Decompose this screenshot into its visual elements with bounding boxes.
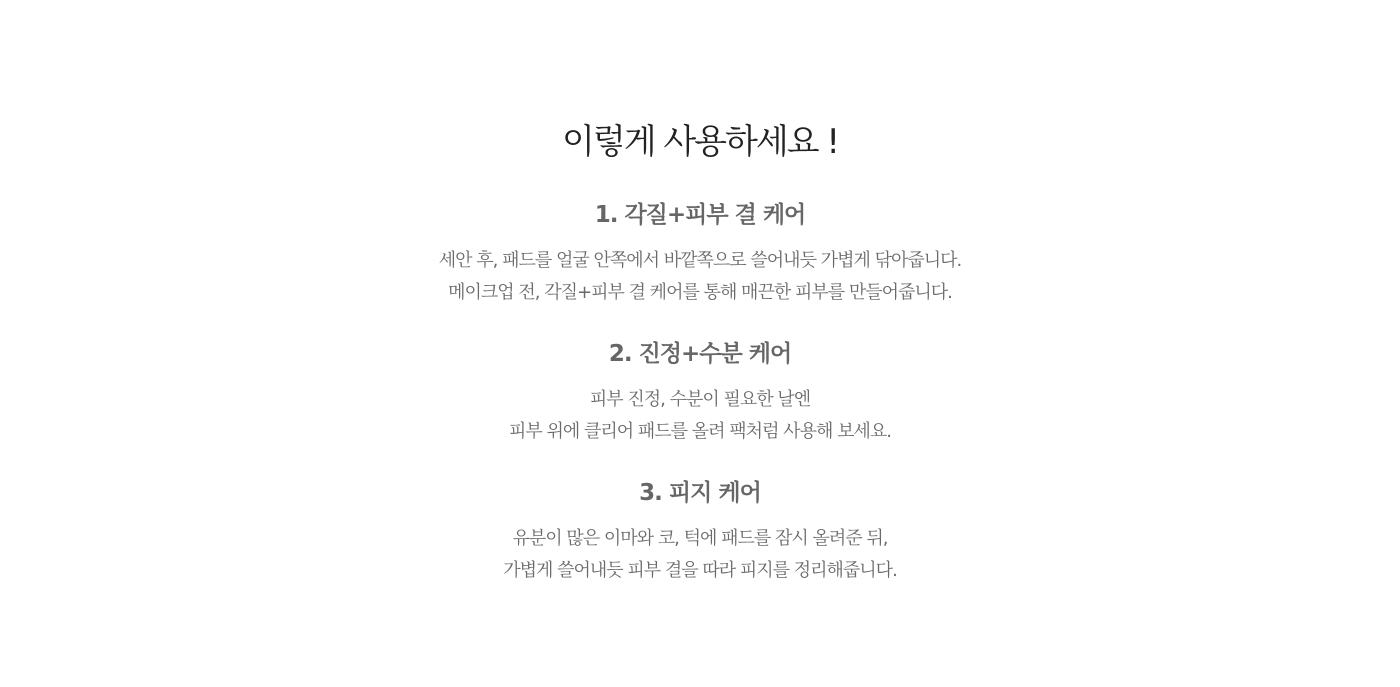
page-title: 이렇게 사용하세요 !	[562, 122, 838, 162]
step-sebum	[0, 477, 1400, 587]
step-heading: 2. 진정+수분 케어	[608, 341, 792, 367]
step-description	[0, 384, 1400, 448]
step-line: 가볍게 쓸어내듯 피부 결을 따라 피지를 정리해줍니다.	[503, 560, 897, 581]
step-exfoliation	[0, 199, 1400, 309]
step-line: 피부 진정, 수분이 필요한 날엔	[589, 389, 811, 410]
step-soothing	[0, 338, 1400, 448]
step-line: 유분이 많은 이마와 코, 턱에 패드를 잠시 올려준 뒤,	[512, 528, 888, 549]
step-heading: 1. 각질+피부 결 케어	[594, 202, 806, 228]
step-description	[0, 245, 1400, 309]
step-line: 피부 위에 클리어 패드를 올려 팩처럼 사용해 보세요.	[509, 421, 891, 442]
step-line: 메이크업 전, 각질+피부 결 케어를 통해 매끈한 피부를 만들어줍니다.	[448, 282, 952, 303]
step-heading: 3. 피지 케어	[639, 480, 761, 506]
step-description	[0, 523, 1400, 587]
step-line: 세안 후, 패드를 얼굴 안쪽에서 바깥쪽으로 쓸어내듯 가볍게 닦아줍니다.	[438, 250, 962, 271]
